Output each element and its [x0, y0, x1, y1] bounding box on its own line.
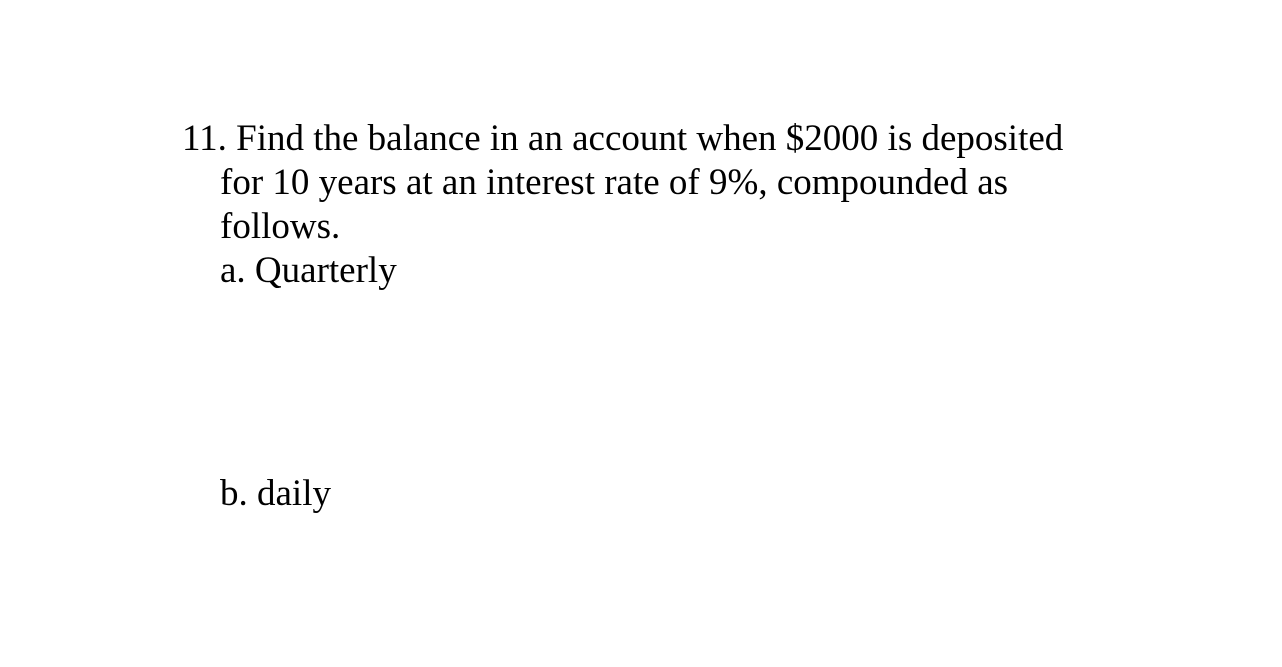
problem-statement-line-3: follows.	[220, 206, 341, 247]
problem-11	[182, 117, 1063, 293]
part-b-label: b. daily	[220, 473, 331, 514]
part-a-label: a. Quarterly	[220, 250, 397, 291]
problem-statement-line-2: for 10 years at an interest rate of 9%, compounded as	[220, 162, 1009, 203]
problem-statement-line-1: 11. Find the balance in an account when $2000 is deposited	[182, 118, 1064, 159]
